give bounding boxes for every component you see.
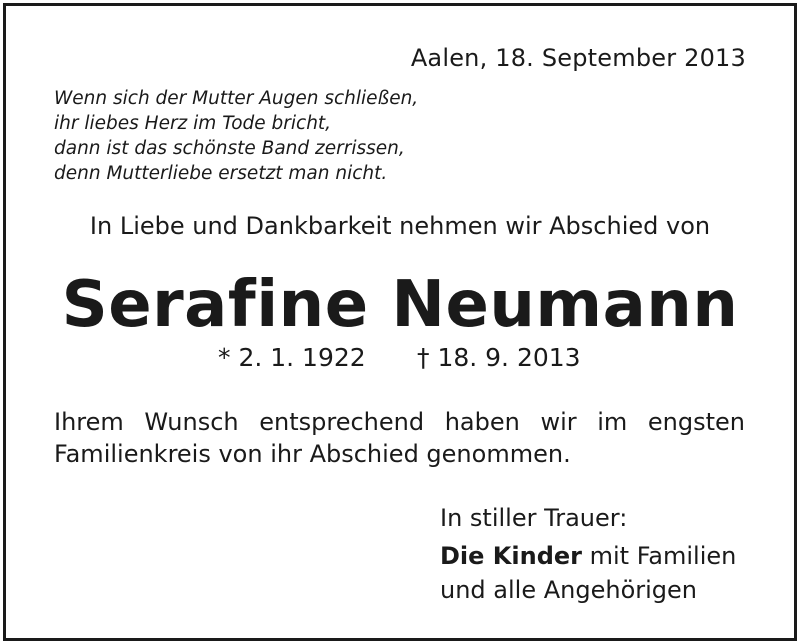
- poem-line: ihr liebes Herz im Tode bricht,: [54, 113, 332, 134]
- family-line-2: und alle Angehörigen: [440, 576, 697, 604]
- poem-line: denn Mutterliebe ersetzt man nicht.: [54, 163, 388, 184]
- poem-line: Wenn sich der Mutter Augen schließen,: [54, 88, 419, 109]
- intro-text: In Liebe und Dankbarkeit nehmen wir Abschied von: [89, 212, 711, 240]
- deceased-name: Serafine Neumann: [61, 268, 739, 342]
- poem-line: dann ist das schönste Band zerrissen,: [54, 138, 405, 159]
- family-bold: Die Kinder: [440, 542, 582, 570]
- family-line: [440, 539, 736, 573]
- farewell-message: [54, 406, 745, 470]
- mourners-signoff: [440, 501, 736, 607]
- place-date: Aalen, 18. September 2013: [410, 44, 746, 72]
- birth-date: * 2. 1. 1922: [218, 343, 366, 372]
- death-date: † 18. 9. 2013: [417, 343, 581, 372]
- mourning-label: In stiller Trauer:: [440, 504, 628, 532]
- message-line: Ihrem Wunsch entsprechend haben wir im engsten: [54, 408, 745, 436]
- poem: [54, 86, 418, 186]
- family-rest: mit Familien: [581, 542, 737, 570]
- message-line: Familienkreis von ihr Abschied genommen.: [54, 440, 571, 468]
